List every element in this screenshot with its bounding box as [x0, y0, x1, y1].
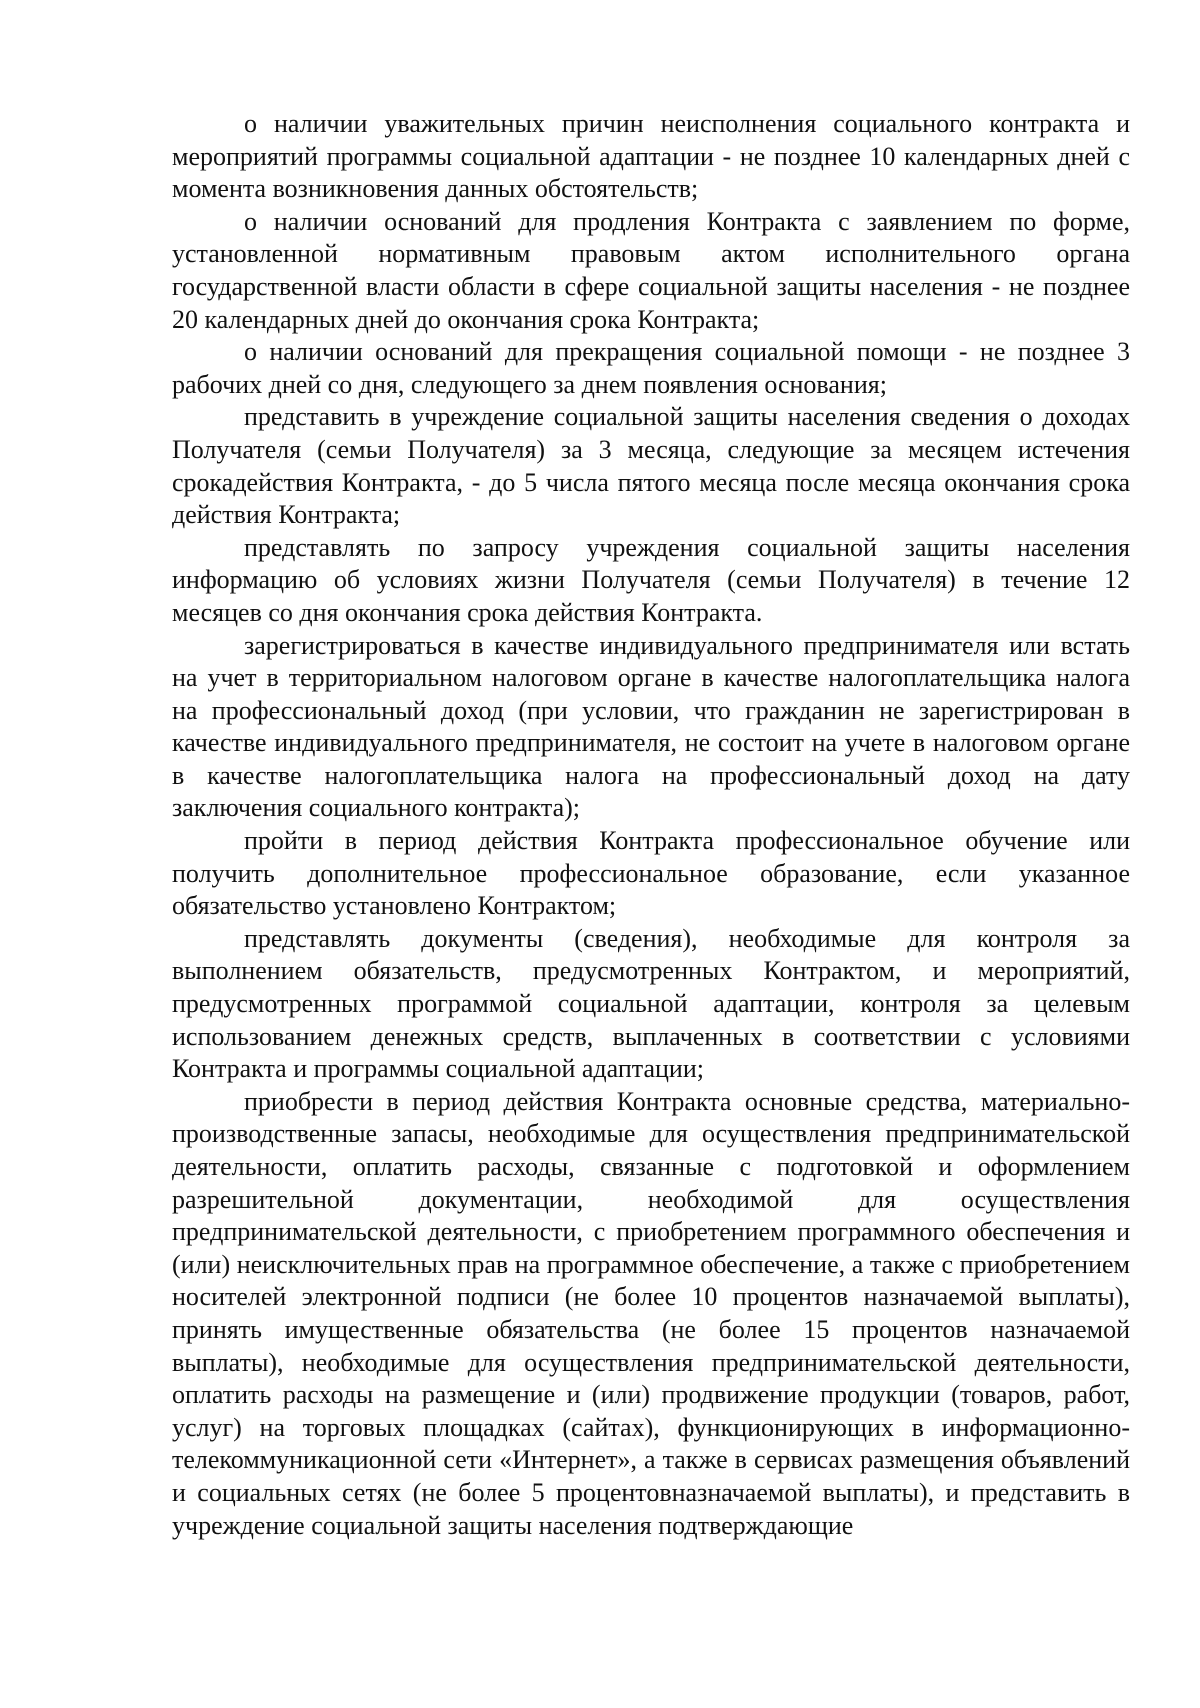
paragraph-training: пройти в период действия Контракта профессиональное обучение или получить дополнительное профессиональное образование, если указанное обязательство установлено Контрактом;	[172, 826, 1130, 921]
paragraph-acquisition: приобрести в период действия Контракта основные средства, материально-производственные запасы, необходимые для осуществления предпринимательской деятельности, оплатить расходы, связанные с подготовкой и оформлением разрешительной документации, необходимой для осуществления предпринимательской деятельности, с приобретением программного обеспечения и (или) неисключительных прав на программное обеспечение, а также с приобретением носителей электронной подписи (не более 10 процентов назначаемой выплаты), принять имущественные обязательства (не более 15 процентов назначаемой выплаты), необходимые для осуществления предпринимательской деятельности, оплатить расходы на размещение и (или) продвижение продукции (товаров, работ, услуг) на торговых площадках (сайтах), функционирующих в информационно-телекоммуникационной сети «Интернет», а также в сервисах размещения объявлений и социальных сетях (не более 5 процентовназначаемой выплаты), и представить в учреждение социальной защиты населения подтверждающие	[172, 1086, 1130, 1540]
paragraph-extension-grounds: о наличии оснований для продления Контракта с заявлением по форме, установленной нормативным правовым актом исполнительного органа государственной власти области в сфере социальной защиты населения - не позднее 20 календарных дней до окончания срока Контракта;	[172, 206, 1130, 334]
paragraph-termination-grounds: о наличии оснований для прекращения социальной помощи - не позднее 3 рабочих дней со дня, следующего за днем появления основания;	[172, 337, 1130, 399]
paragraph-income-info: представить в учреждение социальной защиты населения сведения о доходах Получателя (семьи Получателя) за 3 месяца, следующие за месяцем истечения срокадействия Контракта, - до 5 числа пятого месяца после месяца окончания срока действия Контракта;	[172, 402, 1130, 530]
document-page	[172, 108, 1130, 1542]
paragraph-good-reasons: о наличии уважительных причин неисполнения социального контракта и мероприятий программы социальной адаптации - не позднее 10 календарных дней с момента возникновения данных обстоятельств;	[172, 109, 1130, 204]
paragraph-registration: зарегистрироваться в качестве индивидуального предпринимателя или встать на учет в территориальном налоговом органе в качестве налогоплательщика налога на профессиональный доход (при условии, что гражданин не зарегистрирован в качестве индивидуального предпринимателя, не состоит на учете в налоговом органе в качестве налогоплательщика налога на профессиональный доход на дату заключения социального контракта);	[172, 630, 1130, 823]
paragraph-documents: представлять документы (сведения), необходимые для контроля за выполнением обязательств, предусмотренных Контрактом, и мероприятий, предусмотренных программой социальной адаптации, контроля за целевым использованием денежных средств, выплаченных в соответствии с условиями Контракта и программы социальной адаптации;	[172, 923, 1130, 1084]
paragraph-living-conditions: представлять по запросу учреждения социальной защиты населения информацию об условиях жизни Получателя (семьи Получателя) в течение 12 месяцев со дня окончания срока действия Контракта.	[172, 532, 1130, 627]
